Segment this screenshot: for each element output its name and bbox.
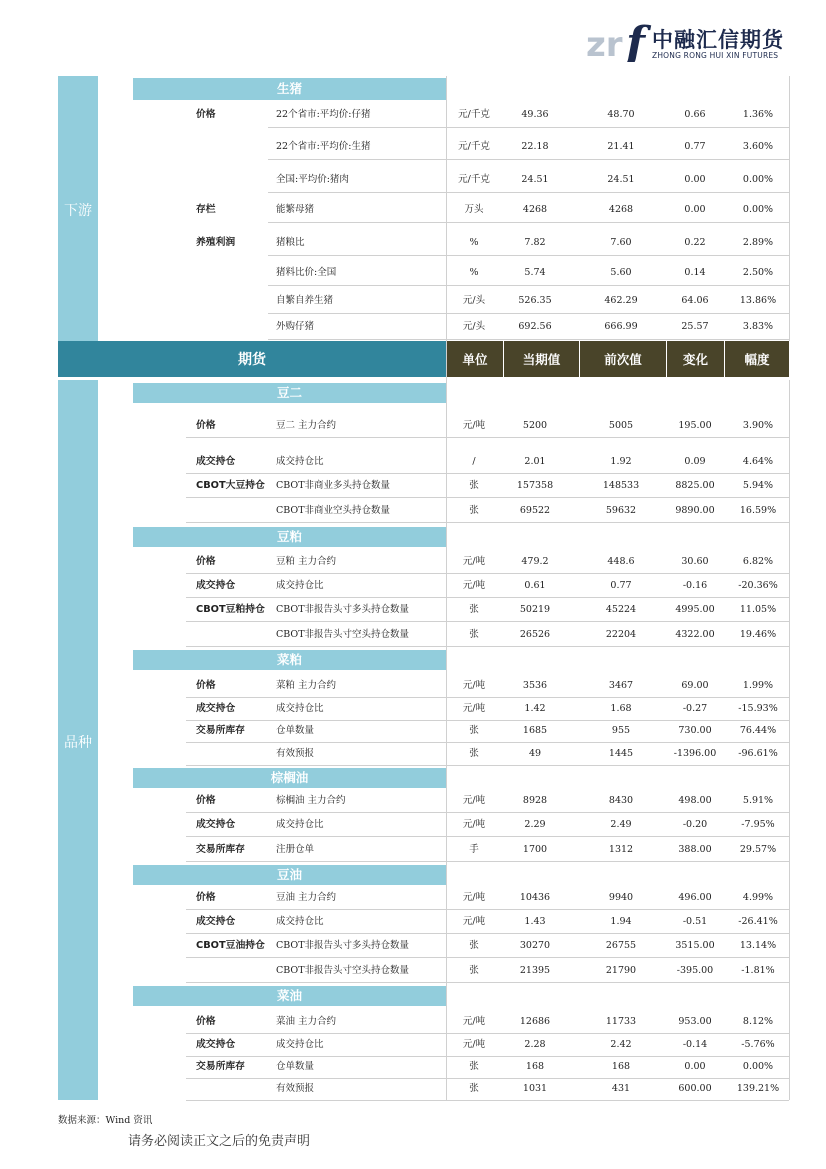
row-pct: -5.76% bbox=[741, 1039, 775, 1050]
grid-line bbox=[186, 597, 789, 598]
row-previous: 24.51 bbox=[607, 174, 635, 185]
row-unit: 元/吨 bbox=[462, 703, 486, 714]
row-previous: 448.6 bbox=[607, 556, 635, 567]
row-change: 0.77 bbox=[684, 141, 706, 152]
row-change: 600.00 bbox=[678, 1083, 712, 1094]
row-change: 953.00 bbox=[678, 1016, 712, 1027]
row-current: 24.51 bbox=[521, 174, 549, 185]
row-previous: 955 bbox=[611, 725, 631, 736]
row-current: 10436 bbox=[519, 892, 551, 903]
row-current: 2.29 bbox=[524, 819, 546, 830]
header-current: 当期值 bbox=[504, 341, 579, 377]
row-pct: 3.90% bbox=[742, 420, 774, 431]
row-current: 49 bbox=[528, 748, 542, 759]
row-category: CBOT豆油持仓 bbox=[196, 940, 265, 951]
row-previous: 666.99 bbox=[604, 321, 638, 332]
grid-line bbox=[268, 159, 789, 160]
row-indicator: 自繁自养生猪 bbox=[276, 295, 334, 306]
row-indicator: CBOT非报告头寸多头持仓数量 bbox=[276, 940, 410, 951]
row-previous: 2.42 bbox=[610, 1039, 632, 1050]
row-previous: 2.49 bbox=[610, 819, 632, 830]
row-current: 1685 bbox=[522, 725, 548, 736]
row-previous: 7.60 bbox=[610, 237, 632, 248]
grid-line bbox=[268, 285, 789, 286]
row-pct: 8.12% bbox=[742, 1016, 774, 1027]
grid-line bbox=[186, 742, 789, 743]
row-change: 69.00 bbox=[681, 680, 709, 691]
grid-line bbox=[186, 720, 789, 721]
row-change: -0.16 bbox=[682, 580, 708, 591]
row-unit: 元/吨 bbox=[462, 1016, 486, 1027]
row-unit: 元/吨 bbox=[462, 892, 486, 903]
row-current: 1.43 bbox=[524, 916, 546, 927]
row-current: 5.74 bbox=[524, 267, 546, 278]
grid-line bbox=[186, 1056, 789, 1057]
row-pct: -26.41% bbox=[738, 916, 778, 927]
grid-line bbox=[186, 621, 789, 622]
row-indicator: 棕榈油 主力合约 bbox=[276, 795, 346, 806]
row-change: 0.09 bbox=[684, 456, 706, 467]
grid-line bbox=[268, 222, 789, 223]
row-category: 成交持仓 bbox=[196, 703, 236, 714]
row-previous: 431 bbox=[611, 1083, 631, 1094]
row-change: -0.14 bbox=[682, 1039, 708, 1050]
row-change: 30.60 bbox=[681, 556, 709, 567]
row-previous: 462.29 bbox=[604, 295, 638, 306]
row-unit: 张 bbox=[469, 604, 479, 615]
row-change: 0.00 bbox=[684, 174, 706, 185]
row-indicator: CBOT非商业多头持仓数量 bbox=[276, 480, 391, 491]
row-change: 4995.00 bbox=[675, 604, 715, 615]
row-current: 1031 bbox=[522, 1083, 548, 1094]
row-change: -0.27 bbox=[682, 703, 708, 714]
row-change: -0.20 bbox=[682, 819, 708, 830]
row-unit: % bbox=[469, 237, 479, 248]
grid-line bbox=[186, 573, 789, 574]
row-category: 价格 bbox=[196, 1016, 216, 1027]
row-pct: 4.99% bbox=[742, 892, 774, 903]
row-current: 526.35 bbox=[518, 295, 552, 306]
row-change: 8825.00 bbox=[675, 480, 715, 491]
row-previous: 1445 bbox=[608, 748, 634, 759]
row-previous: 22204 bbox=[605, 629, 637, 640]
row-indicator: 猪料比价:全国 bbox=[276, 267, 337, 278]
row-unit: 元/吨 bbox=[462, 420, 486, 431]
row-current: 21395 bbox=[519, 965, 551, 976]
row-pct: 3.83% bbox=[742, 321, 774, 332]
row-indicator: CBOT非报告头寸空头持仓数量 bbox=[276, 629, 410, 640]
company-name: 中融汇信期货 bbox=[652, 28, 784, 52]
section-title: 菜粕 bbox=[133, 650, 446, 670]
svg-text:f: f bbox=[626, 18, 645, 62]
grid-line bbox=[186, 836, 789, 837]
row-previous: 1.68 bbox=[610, 703, 632, 714]
row-pct: 5.91% bbox=[742, 795, 774, 806]
row-unit: 张 bbox=[469, 480, 479, 491]
row-change: 0.00 bbox=[684, 204, 706, 215]
row-category: 交易所库存 bbox=[196, 844, 245, 855]
row-indicator: 成交持仓比 bbox=[276, 703, 324, 714]
row-indicator: 成交持仓比 bbox=[276, 916, 324, 927]
row-pct: -7.95% bbox=[741, 819, 775, 830]
row-current: 50219 bbox=[519, 604, 551, 615]
row-unit: 张 bbox=[469, 940, 479, 951]
row-category: 养殖利润 bbox=[196, 237, 236, 248]
row-indicator: 成交持仓比 bbox=[276, 819, 324, 830]
grid-line bbox=[268, 255, 789, 256]
row-current: 479.2 bbox=[521, 556, 549, 567]
row-indicator: 成交持仓比 bbox=[276, 456, 324, 467]
row-unit: 元/吨 bbox=[462, 1039, 486, 1050]
row-change: 9890.00 bbox=[675, 505, 715, 516]
grid-line bbox=[186, 1078, 789, 1079]
grid-line bbox=[186, 909, 789, 910]
row-unit: 张 bbox=[469, 505, 479, 516]
row-indicator: 外购仔猪 bbox=[276, 321, 315, 332]
row-indicator: 22个省市:平均价:生猪 bbox=[276, 141, 371, 152]
row-pct: -20.36% bbox=[738, 580, 778, 591]
row-indicator: 豆油 主力合约 bbox=[276, 892, 337, 903]
row-current: 69522 bbox=[519, 505, 551, 516]
row-pct: 2.89% bbox=[742, 237, 774, 248]
row-category: 成交持仓 bbox=[196, 1039, 236, 1050]
row-indicator: 能繁母猪 bbox=[276, 204, 315, 215]
row-indicator: 豆粕 主力合约 bbox=[276, 556, 337, 567]
row-change: -0.51 bbox=[682, 916, 708, 927]
section-title: 豆油 bbox=[133, 865, 446, 885]
grid-line bbox=[186, 497, 789, 498]
row-unit: % bbox=[469, 267, 479, 278]
row-unit: 手 bbox=[469, 844, 479, 855]
row-previous: 45224 bbox=[605, 604, 637, 615]
row-previous: 21790 bbox=[605, 965, 637, 976]
header-unit: 单位 bbox=[447, 341, 503, 377]
row-current: 12686 bbox=[519, 1016, 551, 1027]
row-change: -1396.00 bbox=[673, 748, 717, 759]
row-previous: 5.60 bbox=[610, 267, 632, 278]
row-previous: 59632 bbox=[605, 505, 637, 516]
row-pct: -96.61% bbox=[738, 748, 778, 759]
row-previous: 26755 bbox=[605, 940, 637, 951]
row-category: 价格 bbox=[196, 680, 216, 691]
section-title: 棕榈油 bbox=[133, 768, 446, 788]
row-change: 388.00 bbox=[678, 844, 712, 855]
row-indicator: 仓单数量 bbox=[276, 1061, 315, 1072]
row-current: 7.82 bbox=[524, 237, 546, 248]
section-title: 豆粕 bbox=[133, 527, 446, 547]
row-current: 692.56 bbox=[518, 321, 552, 332]
row-unit: 张 bbox=[469, 1061, 479, 1072]
row-unit: 元/千克 bbox=[458, 109, 490, 120]
row-unit: 元/吨 bbox=[462, 795, 486, 806]
row-pct: 139.21% bbox=[736, 1083, 780, 1094]
row-previous: 1.92 bbox=[610, 456, 632, 467]
row-unit: 元/头 bbox=[462, 321, 486, 332]
grid-line bbox=[186, 812, 789, 813]
row-unit: 张 bbox=[469, 725, 479, 736]
row-previous: 8430 bbox=[608, 795, 634, 806]
svg-text:zr: zr bbox=[586, 25, 623, 62]
row-pct: 29.57% bbox=[739, 844, 777, 855]
grid-line bbox=[446, 76, 447, 1100]
row-change: 0.14 bbox=[684, 267, 706, 278]
row-change: 0.66 bbox=[684, 109, 706, 120]
row-previous: 21.41 bbox=[607, 141, 635, 152]
row-change: 496.00 bbox=[678, 892, 712, 903]
row-unit: 元/吨 bbox=[462, 680, 486, 691]
row-current: 30270 bbox=[519, 940, 551, 951]
row-change: 498.00 bbox=[678, 795, 712, 806]
row-category: 成交持仓 bbox=[196, 580, 236, 591]
row-current: 168 bbox=[525, 1061, 545, 1072]
row-current: 157358 bbox=[516, 480, 554, 491]
row-indicator: 有效预报 bbox=[276, 1083, 315, 1094]
row-current: 2.01 bbox=[524, 456, 546, 467]
row-previous: 4268 bbox=[608, 204, 634, 215]
grid-line bbox=[186, 957, 789, 958]
grid-line bbox=[186, 697, 789, 698]
row-previous: 9940 bbox=[608, 892, 634, 903]
row-category: 价格 bbox=[196, 556, 216, 567]
grid-line bbox=[268, 192, 789, 193]
row-pct: 5.94% bbox=[742, 480, 774, 491]
row-current: 8928 bbox=[522, 795, 548, 806]
downstream-label: 下游 bbox=[64, 203, 92, 219]
header-change: 变化 bbox=[667, 341, 724, 377]
row-unit: 万头 bbox=[464, 204, 484, 215]
row-previous: 11733 bbox=[605, 1016, 637, 1027]
row-current: 1700 bbox=[522, 844, 548, 855]
grid-line bbox=[268, 127, 789, 128]
row-pct: 13.86% bbox=[739, 295, 777, 306]
row-current: 5200 bbox=[522, 420, 548, 431]
disclaimer: 请务必阅读正文之后的免责声明 bbox=[128, 1134, 311, 1149]
row-pct: 1.36% bbox=[742, 109, 774, 120]
row-previous: 148533 bbox=[602, 480, 640, 491]
row-pct: 2.50% bbox=[742, 267, 774, 278]
row-pct: 13.14% bbox=[739, 940, 777, 951]
row-change: 0.22 bbox=[684, 237, 706, 248]
row-indicator: 22个省市:平均价:仔猪 bbox=[276, 109, 371, 120]
row-category: 价格 bbox=[196, 795, 216, 806]
row-current: 0.61 bbox=[524, 580, 546, 591]
grid-line bbox=[186, 646, 789, 647]
futures-header-title: 期货 bbox=[238, 352, 266, 368]
row-indicator: 全国:平均价:猪肉 bbox=[276, 174, 349, 185]
row-previous: 1312 bbox=[608, 844, 634, 855]
row-unit: 元/吨 bbox=[462, 580, 486, 591]
row-category: CBOT豆粕持仓 bbox=[196, 604, 265, 615]
row-previous: 0.77 bbox=[610, 580, 632, 591]
row-indicator: 成交持仓比 bbox=[276, 580, 324, 591]
row-unit: 元/吨 bbox=[462, 556, 486, 567]
grid-line bbox=[186, 861, 789, 862]
row-unit: / bbox=[472, 456, 476, 467]
row-change: 195.00 bbox=[678, 420, 712, 431]
row-category: 成交持仓 bbox=[196, 456, 236, 467]
row-unit: 元/千克 bbox=[458, 174, 490, 185]
row-pct: 1.99% bbox=[742, 680, 774, 691]
row-unit: 张 bbox=[469, 748, 479, 759]
row-previous: 3467 bbox=[608, 680, 634, 691]
row-change: 0.00 bbox=[684, 1061, 706, 1072]
row-change: 4322.00 bbox=[675, 629, 715, 640]
variety-label: 品种 bbox=[64, 735, 92, 751]
row-change: 730.00 bbox=[678, 725, 712, 736]
row-unit: 元/千克 bbox=[458, 141, 490, 152]
row-previous: 48.70 bbox=[607, 109, 635, 120]
grid-line bbox=[186, 982, 789, 983]
grid-line bbox=[186, 933, 789, 934]
row-previous: 1.94 bbox=[610, 916, 632, 927]
row-category: 存栏 bbox=[196, 204, 216, 215]
row-category: 价格 bbox=[196, 420, 216, 431]
row-indicator: 菜油 主力合约 bbox=[276, 1016, 337, 1027]
header-pct: 幅度 bbox=[725, 341, 789, 377]
row-current: 26526 bbox=[519, 629, 551, 640]
row-indicator: 有效预报 bbox=[276, 748, 315, 759]
row-pct: 0.00% bbox=[742, 174, 774, 185]
row-pct: 3.60% bbox=[742, 141, 774, 152]
row-previous: 168 bbox=[611, 1061, 631, 1072]
row-change: 25.57 bbox=[681, 321, 709, 332]
grid-line bbox=[268, 313, 789, 314]
row-unit: 元/头 bbox=[462, 295, 486, 306]
row-category: 交易所库存 bbox=[196, 1061, 245, 1072]
row-pct: 0.00% bbox=[742, 1061, 774, 1072]
row-category: CBOT大豆持仓 bbox=[196, 480, 265, 491]
row-category: 成交持仓 bbox=[196, 916, 236, 927]
row-change: -395.00 bbox=[676, 965, 714, 976]
section-title: 菜油 bbox=[133, 986, 446, 1006]
row-pct: -1.81% bbox=[741, 965, 775, 976]
grid-line bbox=[186, 522, 789, 523]
row-current: 22.18 bbox=[521, 141, 549, 152]
row-indicator: 成交持仓比 bbox=[276, 1039, 324, 1050]
grid-line bbox=[186, 1033, 789, 1034]
row-pct: 4.64% bbox=[742, 456, 774, 467]
row-indicator: 猪粮比 bbox=[276, 237, 305, 248]
row-unit: 张 bbox=[469, 965, 479, 976]
row-unit: 张 bbox=[469, 1083, 479, 1094]
grid-line bbox=[186, 437, 789, 438]
row-indicator: 注册仓单 bbox=[276, 844, 315, 855]
row-category: 价格 bbox=[196, 892, 216, 903]
row-current: 49.36 bbox=[521, 109, 549, 120]
row-change: 3515.00 bbox=[675, 940, 715, 951]
row-pct: 6.82% bbox=[742, 556, 774, 567]
row-unit: 元/吨 bbox=[462, 819, 486, 830]
row-category: 成交持仓 bbox=[196, 819, 236, 830]
row-indicator: 仓单数量 bbox=[276, 725, 315, 736]
grid-line bbox=[268, 339, 789, 340]
data-source: 数据来源：Wind 资讯 bbox=[58, 1115, 153, 1126]
row-indicator: CBOT非报告头寸多头持仓数量 bbox=[276, 604, 410, 615]
row-category: 价格 bbox=[196, 109, 216, 120]
row-current: 2.28 bbox=[524, 1039, 546, 1050]
row-category: 交易所库存 bbox=[196, 725, 245, 736]
grid-line bbox=[186, 765, 789, 766]
section-title-live-hog: 生猪 bbox=[133, 78, 446, 100]
row-pct: 11.05% bbox=[739, 604, 777, 615]
row-indicator: 菜粕 主力合约 bbox=[276, 680, 337, 691]
company-name-english: ZHONG RONG HUI XIN FUTURES bbox=[652, 51, 779, 60]
zrf-logo-mark bbox=[586, 18, 652, 62]
row-indicator: 豆二 主力合约 bbox=[276, 420, 337, 431]
grid-line bbox=[186, 473, 789, 474]
header-previous: 前次值 bbox=[580, 341, 666, 377]
section-title: 豆二 bbox=[133, 383, 446, 403]
row-unit: 张 bbox=[469, 629, 479, 640]
row-change: 64.06 bbox=[681, 295, 709, 306]
row-current: 4268 bbox=[522, 204, 548, 215]
row-pct: 19.46% bbox=[739, 629, 777, 640]
row-pct: 0.00% bbox=[742, 204, 774, 215]
row-pct: 76.44% bbox=[739, 725, 777, 736]
row-previous: 5005 bbox=[608, 420, 634, 431]
row-pct: -15.93% bbox=[738, 703, 778, 714]
grid-line bbox=[186, 1100, 789, 1101]
row-unit: 元/吨 bbox=[462, 916, 486, 927]
row-current: 3536 bbox=[522, 680, 548, 691]
row-current: 1.42 bbox=[524, 703, 546, 714]
row-pct: 16.59% bbox=[739, 505, 777, 516]
row-indicator: CBOT非报告头寸空头持仓数量 bbox=[276, 965, 410, 976]
row-indicator: CBOT非商业空头持仓数量 bbox=[276, 505, 391, 516]
